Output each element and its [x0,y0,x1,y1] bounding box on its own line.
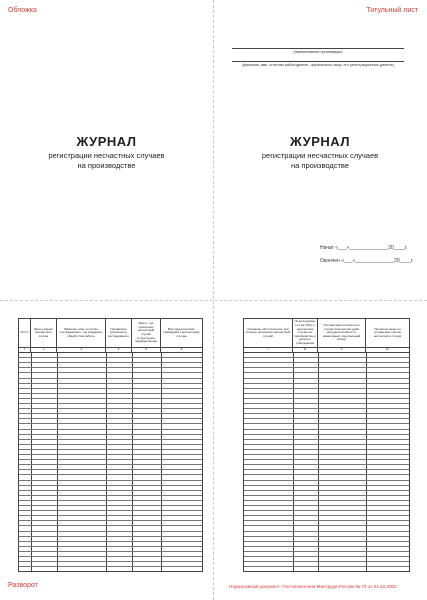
register-table-left [18,318,203,572]
title-sheet-journal-title: ЖУРНАЛ [290,134,350,149]
cover-label: Обложка [8,7,37,14]
left-table-row-line [19,367,202,368]
right-table-column-divider [318,352,319,571]
left-table-row-line [19,429,202,430]
left-table-row-line [19,378,202,379]
left-table-row-line [19,515,202,516]
left-table-header-col-6: Вид происшествия, приведший к несчастному случаю [163,326,200,338]
left-table-header-col-3: Фамилия, имя, отчество пострадавшего, год рождения, общий стаж работы [57,319,106,347]
left-table-row-line [19,541,202,542]
left-table-column-divider [106,352,107,571]
register-table-right [243,318,410,572]
right-table-row-line [244,413,409,414]
spread-label: Разворот [8,582,38,589]
right-table-column-number-2: 8 [293,347,318,352]
right-table-row-line [244,500,409,501]
left-table-row-line [19,423,202,424]
cover-journal-title: ЖУРНАЛ [76,134,137,149]
right-table-row-line [244,372,409,373]
title-sheet-subtitle-line1: регистрации несчастных случаев [261,151,379,160]
left-table-row-line [19,408,202,409]
left-table-row-line [19,388,202,389]
left-table-row-line [19,485,202,486]
left-table-column-number-6: 6 [180,347,183,351]
right-table-row-line [244,408,409,409]
right-table-row-line [244,551,409,552]
right-table-header-col-2: № акта формы Н-1 (Н-1ПС) о несчастном случае на производстве и дата его утверждения [293,319,318,347]
left-table-row-line [19,561,202,562]
right-table-header-border [244,347,409,348]
right-table-row-line [244,429,409,430]
left-table-header-col-2: Дата и время несчастного случая [31,319,57,347]
left-table-row-line [19,464,202,465]
left-table-header-border [19,347,202,348]
right-table-row-line [244,531,409,532]
left-table-row-line [19,418,202,419]
right-table-row-line [244,556,409,557]
right-table-row-line [244,439,409,440]
right-table-row-line [244,525,409,526]
right-table-column-divider [293,352,294,571]
left-table-column-number-2: 2 [31,347,57,352]
left-table-row-line [19,490,202,491]
title-sheet-subtitle-line2: на производстве [291,161,349,170]
left-table-row-line [19,413,202,414]
left-table-row-line [19,500,202,501]
left-table-row-line [19,357,202,358]
left-table-row-line [19,546,202,547]
left-table-column-divider [31,352,32,571]
right-table-row-line [244,378,409,379]
right-table-row-line [244,403,409,404]
left-table-row-line [19,393,202,394]
left-table-row-line [19,474,202,475]
left-table-row-line [19,372,202,373]
title-sheet-label: Титульный лист [366,7,418,14]
right-table-row-line [244,495,409,496]
right-table-row-line [244,505,409,506]
right-table-row-line [244,515,409,516]
left-table-column-divider [132,352,133,571]
cover-subtitle-line2: на производстве [77,161,136,170]
left-table-row-line [19,566,202,567]
left-table-column-number-5: 5 [132,347,161,352]
right-table-column-number-1: 7 [244,347,293,352]
right-table-row-line [244,520,409,521]
left-table-header-col-5: Место, где произошел несчастный случай (структурное подразделение) [132,319,161,347]
left-table-row-line [19,434,202,435]
right-table-row-line [244,367,409,368]
right-table-row-line [244,434,409,435]
right-table-row-line [244,449,409,450]
right-table-row-line [244,357,409,358]
org-name-hint: (Наименование организации) [293,50,343,54]
right-table-column-divider [366,352,367,571]
left-table-row-line [19,469,202,470]
left-table-column-number-1: 1 [19,347,31,352]
right-table-row-line [244,541,409,542]
right-table-column-number-4: 10 [385,347,390,351]
left-table-number-row-border [19,352,202,353]
left-table-row-line [19,449,202,450]
right-table-row-line [244,459,409,460]
left-table-row-line [19,444,202,445]
right-table-column-number-3: 9 [318,347,366,352]
left-table-row-line [19,383,202,384]
right-table-row-line [244,362,409,363]
right-table-row-line [244,485,409,486]
right-table-header-col-4: Принятые меры по устранению причин несчастного случая [373,326,402,338]
left-table-row-line [19,362,202,363]
right-table-header-col-1: Описание обстоятельств, при которых произошел несчастный случай [244,319,293,347]
right-table-row-line [244,469,409,470]
right-table-row-line [244,536,409,537]
left-table-row-line [19,556,202,557]
right-table-row-line [244,464,409,465]
right-table-row-line [244,398,409,399]
right-table-row-line [244,474,409,475]
right-table-row-line [244,454,409,455]
right-table-row-line [244,480,409,481]
left-table-header-col-4: Профессия (должность) пострадавшего [106,319,132,347]
right-table-row-line [244,566,409,567]
left-table-row-line [19,510,202,511]
right-table-row-line [244,418,409,419]
left-table-row-line [19,536,202,537]
left-table-column-number-4: 4 [106,347,132,352]
left-table-row-line [19,459,202,460]
left-table-row-line [19,520,202,521]
left-table-row-line [19,495,202,496]
right-table-row-line [244,388,409,389]
right-table-row-line [244,393,409,394]
right-table-row-line [244,423,409,424]
left-table-row-line [19,398,202,399]
left-table-row-line [19,480,202,481]
start-date-line: Начат «___»______________20____г. [320,245,408,251]
left-table-column-divider [161,352,162,571]
right-table-row-line [244,383,409,384]
right-table-row-line [244,546,409,547]
right-table-header-col-3: Последствия несчастного случая (количество дней нетрудоспособности, инвалидный, смертельный исход) [318,319,366,347]
left-table-row-line [19,531,202,532]
left-table-row-line [19,525,202,526]
right-table-row-line [244,444,409,445]
left-table-row-line [19,403,202,404]
left-table-row-line [19,505,202,506]
employer-line [232,61,404,62]
right-table-number-row-border [244,352,409,353]
left-table-row-line [19,551,202,552]
horizontal-fold-line [0,300,427,301]
left-table-column-divider [57,352,58,571]
left-table-row-line [19,454,202,455]
org-name-line [232,48,404,49]
left-table-row-line [19,439,202,440]
end-date-line: Окончен «___»______________20____г. [320,258,414,264]
normative-document-label: Нормативный документ: Постановление Минтруда России № 73 от 24.10.2002 [229,584,397,589]
employer-hint: (фамилия, имя, отчество работодателя - физического лица, его регистрационные данные) [242,63,394,67]
left-table-column-number-3: 3 [57,347,106,352]
right-table-row-line [244,561,409,562]
cover-subtitle-line1: регистрации несчастных случаев [48,151,165,160]
right-table-row-line [244,510,409,511]
right-table-row-line [244,490,409,491]
left-table-header-col-1: № п/п [19,319,31,347]
